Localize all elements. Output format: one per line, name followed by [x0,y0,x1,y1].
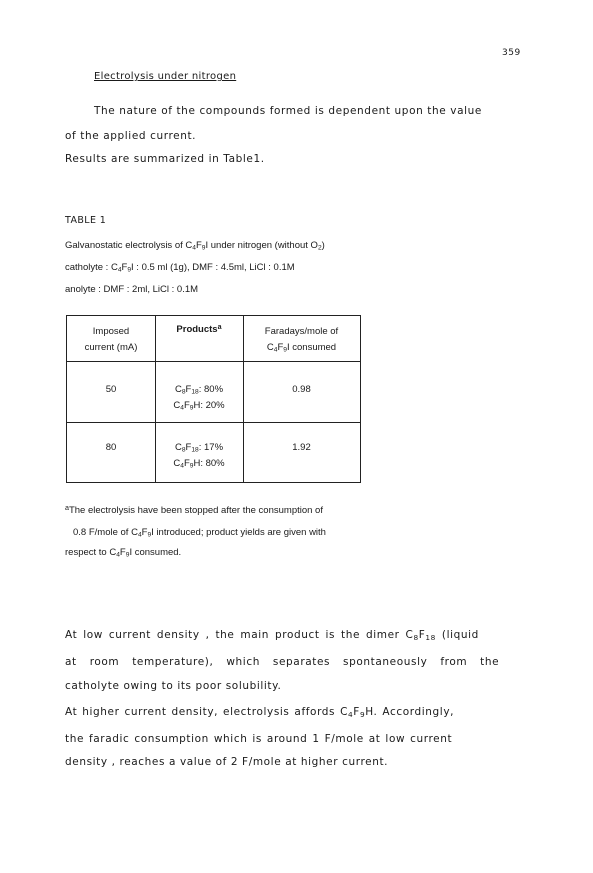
row-1-faradays: 0.98 [292,384,311,395]
footnote-line-2: 0.8 F/mole of $C_4F_9I$ introduced; product yields are given with [73,527,326,539]
row-2-current: 80 [105,442,117,453]
body-line-5: the faradic consumption which is around 1 F/mole at low current [65,733,453,745]
table-caption-line-2: catholyte : $C_4F_9I$ : 0.5 ml (1g), DMF : 4.5ml, LiCl : 0.1M [65,262,295,274]
footnote-line-3: respect to $C_4F_9I$ consumed. [65,547,182,559]
table-divider [67,422,360,423]
row-2-products: $C_8F_{18}$: 17% $C_4F_9H$: 80% [173,442,225,470]
footnote-line-1: $^a$The electrolysis have been stopped after the consumption of [65,503,323,516]
row-2-faradays: 1.92 [292,442,311,453]
intro-line-2: of the applied current. [65,130,197,142]
body-line-1: At low current density , the main product is the dimer $C_8F_{18}$ (liquid [65,629,479,642]
table-divider [67,361,360,362]
table-caption-line-1: Galvanostatic electrolysis of $C_4F_9I$ under nitrogen (without $O_2$) [65,240,325,252]
results-table [66,315,361,483]
intro-line-1: The nature of the compounds formed is dependent upon the value [94,105,482,117]
page-number: 359 [502,48,521,58]
table-title: TABLE 1 [65,215,107,226]
row-1-products: $C_8F_{18}$: 80% $C_4F_9H$: 20% [173,384,225,412]
body-line-6: density , reaches a value of 2 F/mole at higher current. [65,756,389,768]
section-heading: Electrolysis under nitrogen [94,71,237,82]
body-line-2: at room temperature), which separates spontaneously from the [65,656,500,668]
header-products: Products$^a$ [176,322,222,335]
table-caption-line-3: anolyte : DMF : 2ml, LiCl : 0.1M [65,284,199,295]
header-imposed-current: Imposed current (mA) [84,326,138,353]
body-line-3: catholyte owing to its poor solubility. [65,680,282,692]
intro-line-3: Results are summarized in Table1. [65,153,265,165]
body-line-4: At higher current density, electrolysis affords $C_4F_9H$. Accordingly, [65,706,455,719]
row-1-current: 50 [105,384,117,395]
header-faradays: Faradays/mole of $C_4F_9I$ consumed [264,326,339,354]
